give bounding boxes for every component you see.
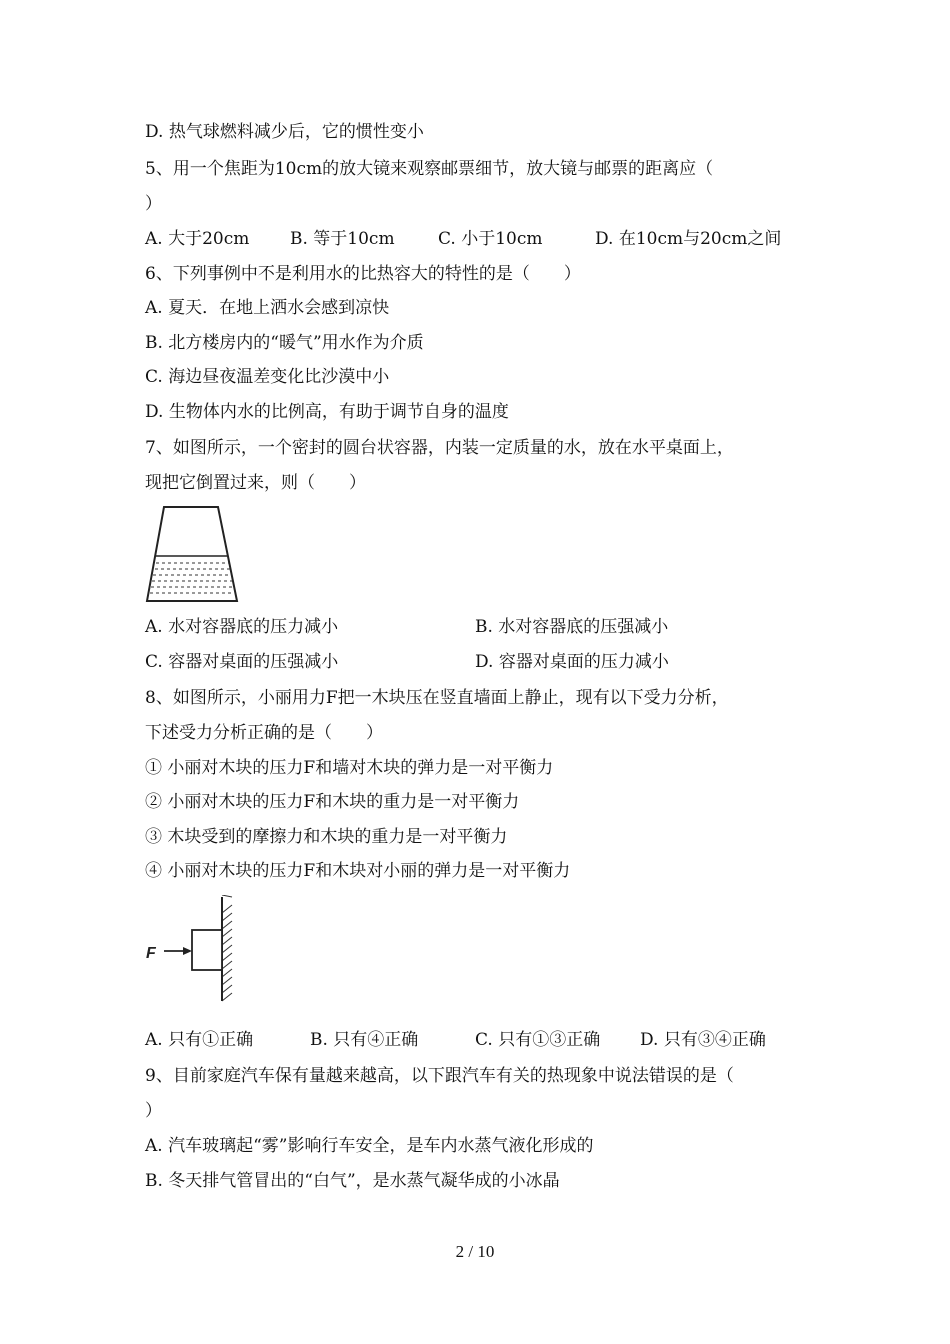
q8-option-c: C. 只有①③正确 (475, 1030, 601, 1050)
q9-stem-close: ） (145, 1101, 162, 1121)
force-arrow-head (183, 947, 192, 955)
wall-hatching (222, 895, 232, 1001)
q5-option-b: B. 等于10cm (290, 229, 395, 249)
q8-statement-2: ② 小丽对木块的压力F和木块的重力是一对平衡力 (145, 792, 520, 812)
q7-option-d: D. 容器对桌面的压力减小 (475, 652, 669, 672)
q8-statement-1: ① 小丽对木块的压力F和墙对木块的弹力是一对平衡力 (145, 758, 554, 778)
q6-option-b: B. 北方楼房内的“暖气”用水作为介质 (145, 333, 424, 353)
q7-option-b: B. 水对容器底的压强减小 (475, 617, 669, 637)
q6-stem: 6、下列事例中不是利用水的比热容大的特性的是（ ） (145, 264, 581, 284)
q9-option-b: B. 冬天排气管冒出的“白气”，是水蒸气凝华成的小冰晶 (145, 1171, 560, 1191)
q7-container-figure (144, 505, 240, 603)
q9-stem: 9、目前家庭汽车保有量越来越高，以下跟汽车有关的热现象中说法错误的是（ (145, 1066, 734, 1086)
q8-statement-3: ③ 木块受到的摩擦力和木块的重力是一对平衡力 (145, 827, 508, 847)
q6-option-a: A. 夏天．在地上洒水会感到凉快 (145, 298, 390, 318)
q5-stem: 5、用一个焦距为10cm的放大镜来观察邮票细节，放大镜与邮票的距离应（ (145, 159, 714, 179)
q8-statement-4: ④ 小丽对木块的压力F和木块对小丽的弹力是一对平衡力 (145, 861, 571, 881)
q7-option-c: C. 容器对桌面的压强减小 (145, 652, 339, 672)
q5-option-c: C. 小于10cm (438, 229, 543, 249)
q5-option-a: A. 大于20cm (145, 229, 250, 249)
page-number: 2 / 10 (455, 1242, 495, 1261)
force-label: F (146, 945, 156, 962)
q8-stem-line2: 下述受力分析正确的是（ ） (145, 723, 383, 743)
q8-option-b: B. 只有④正确 (310, 1030, 419, 1050)
q6-option-d: D. 生物体内水的比例高，有助于调节自身的温度 (145, 402, 509, 422)
q7-option-a: A. 水对容器底的压力减小 (145, 617, 339, 637)
q8-option-d: D. 只有③④正确 (640, 1030, 766, 1050)
q5-stem-close: ） (145, 194, 162, 214)
q7-stem-line2: 现把它倒置过来，则（ ） (145, 473, 366, 493)
q4-option-d: D. 热气球燃料减少后，它的惯性变小 (145, 122, 424, 142)
q8-wall-block-figure (140, 895, 240, 1005)
q8-option-a: A. 只有①正确 (145, 1030, 254, 1050)
q9-option-a: A. 汽车玻璃起“雾”影响行车安全，是车内水蒸气液化形成的 (145, 1136, 594, 1156)
wood-block (192, 930, 222, 970)
q7-stem-line1: 7、如图所示，一个密封的圆台状容器，内装一定质量的水，放在水平桌面上， (145, 438, 734, 458)
q6-option-c: C. 海边昼夜温差变化比沙漠中小 (145, 367, 390, 387)
q5-option-d: D. 在10cm与20cm之间 (595, 229, 782, 249)
q8-stem-line1: 8、如图所示，小丽用力F把一木块压在竖直墙面上静止，现有以下受力分析， (145, 688, 729, 708)
